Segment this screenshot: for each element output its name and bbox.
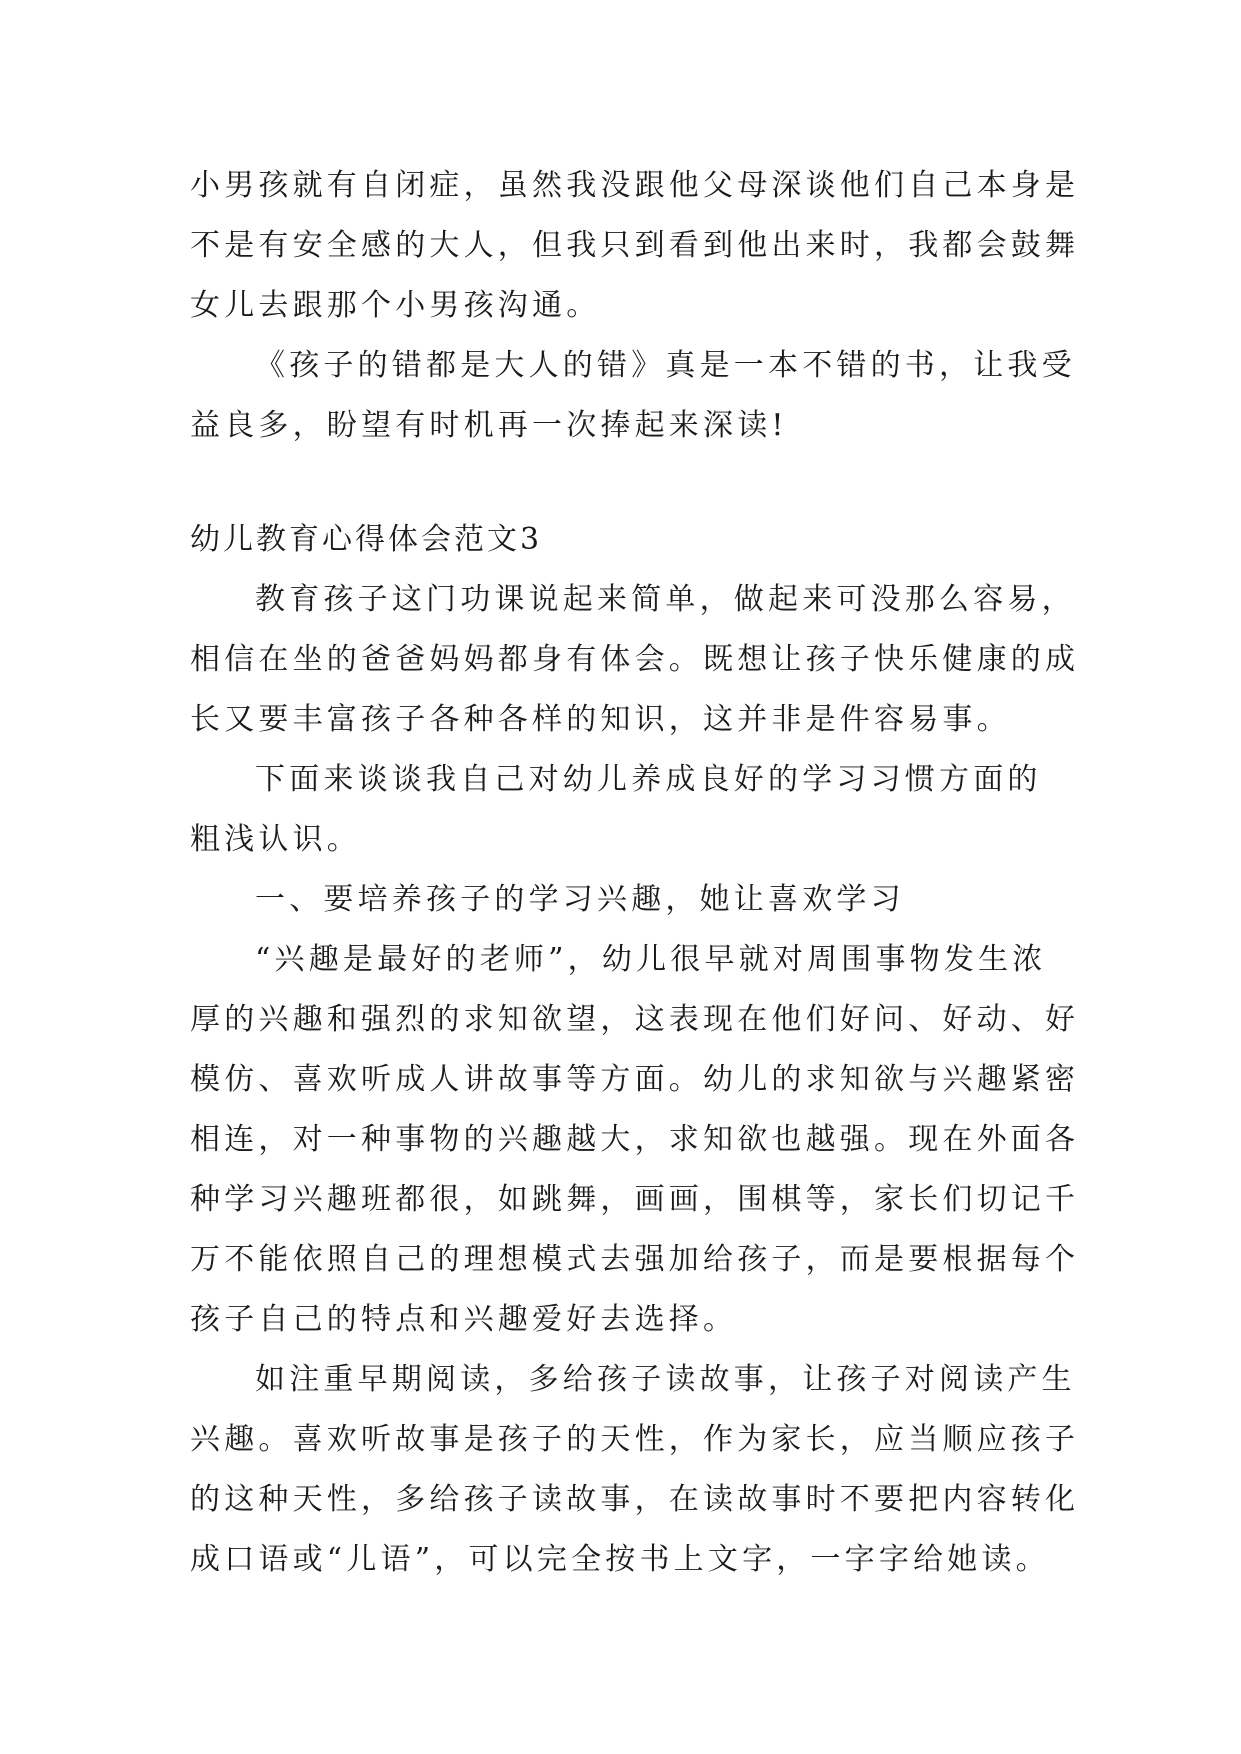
text-line: 相信在坐的爸爸妈妈都身有体会。既想让孩子快乐健康的成 [190,642,1080,677]
text-line: 种学习兴趣班都很，如跳舞，画画，围棋等，家长们切记千 [190,1182,1080,1217]
text-line: 小男孩就有自闭症，虽然我没跟他父母深谈他们自己本身是 [190,168,1080,203]
text-line: 厚的兴趣和强烈的求知欲望，这表现在他们好问、好动、好 [190,1002,1080,1037]
text-line: 《孩子的错都是大人的错》真是一本不错的书，让我受 [255,348,1076,383]
text-line: 兴趣。喜欢听故事是孩子的天性，作为家长，应当顺应孩子 [190,1422,1080,1457]
text-line: 粗浅认识。 [190,822,361,857]
text-line: 益良多，盼望有时机再一次捧起来深读! [190,408,788,443]
text-line: 模仿、喜欢听成人讲故事等方面。幼儿的求知欲与兴趣紧密 [190,1062,1080,1097]
text-line: 教育孩子这门功课说起来简单，做起来可没那么容易， [255,582,1076,617]
subheading-line: 一、要培养孩子的学习兴趣，她让喜欢学习 [255,882,905,917]
text-line: 万不能依照自己的理想模式去强加给孩子，而是要根据每个 [190,1242,1080,1277]
text-line: “兴趣是最好的老师”，幼儿很早就对周围事物发生浓 [255,942,1047,977]
text-line: 长又要丰富孩子各种各样的知识，这并非是件容易事。 [190,702,1011,737]
text-line: 女儿去跟那个小男孩沟通。 [190,288,601,323]
text-line: 成口语或“儿语”，可以完全按书上文字，一字字给她读。 [190,1542,1050,1577]
text-line: 如注重早期阅读，多给孩子读故事，让孩子对阅读产生 [255,1362,1076,1397]
section-heading: 幼儿教育心得体会范文3 [190,522,543,557]
text-line: 相连，对一种事物的兴趣越大，求知欲也越强。现在外面各 [190,1122,1080,1157]
text-line: 下面来谈谈我自己对幼儿养成良好的学习习惯方面的 [255,762,1042,797]
text-line: 的这种天性，多给孩子读故事，在读故事时不要把内容转化 [190,1482,1080,1517]
text-line: 孩子自己的特点和兴趣爱好去选择。 [190,1302,738,1337]
text-line: 不是有安全感的大人，但我只到看到他出来时，我都会鼓舞 [190,228,1080,263]
